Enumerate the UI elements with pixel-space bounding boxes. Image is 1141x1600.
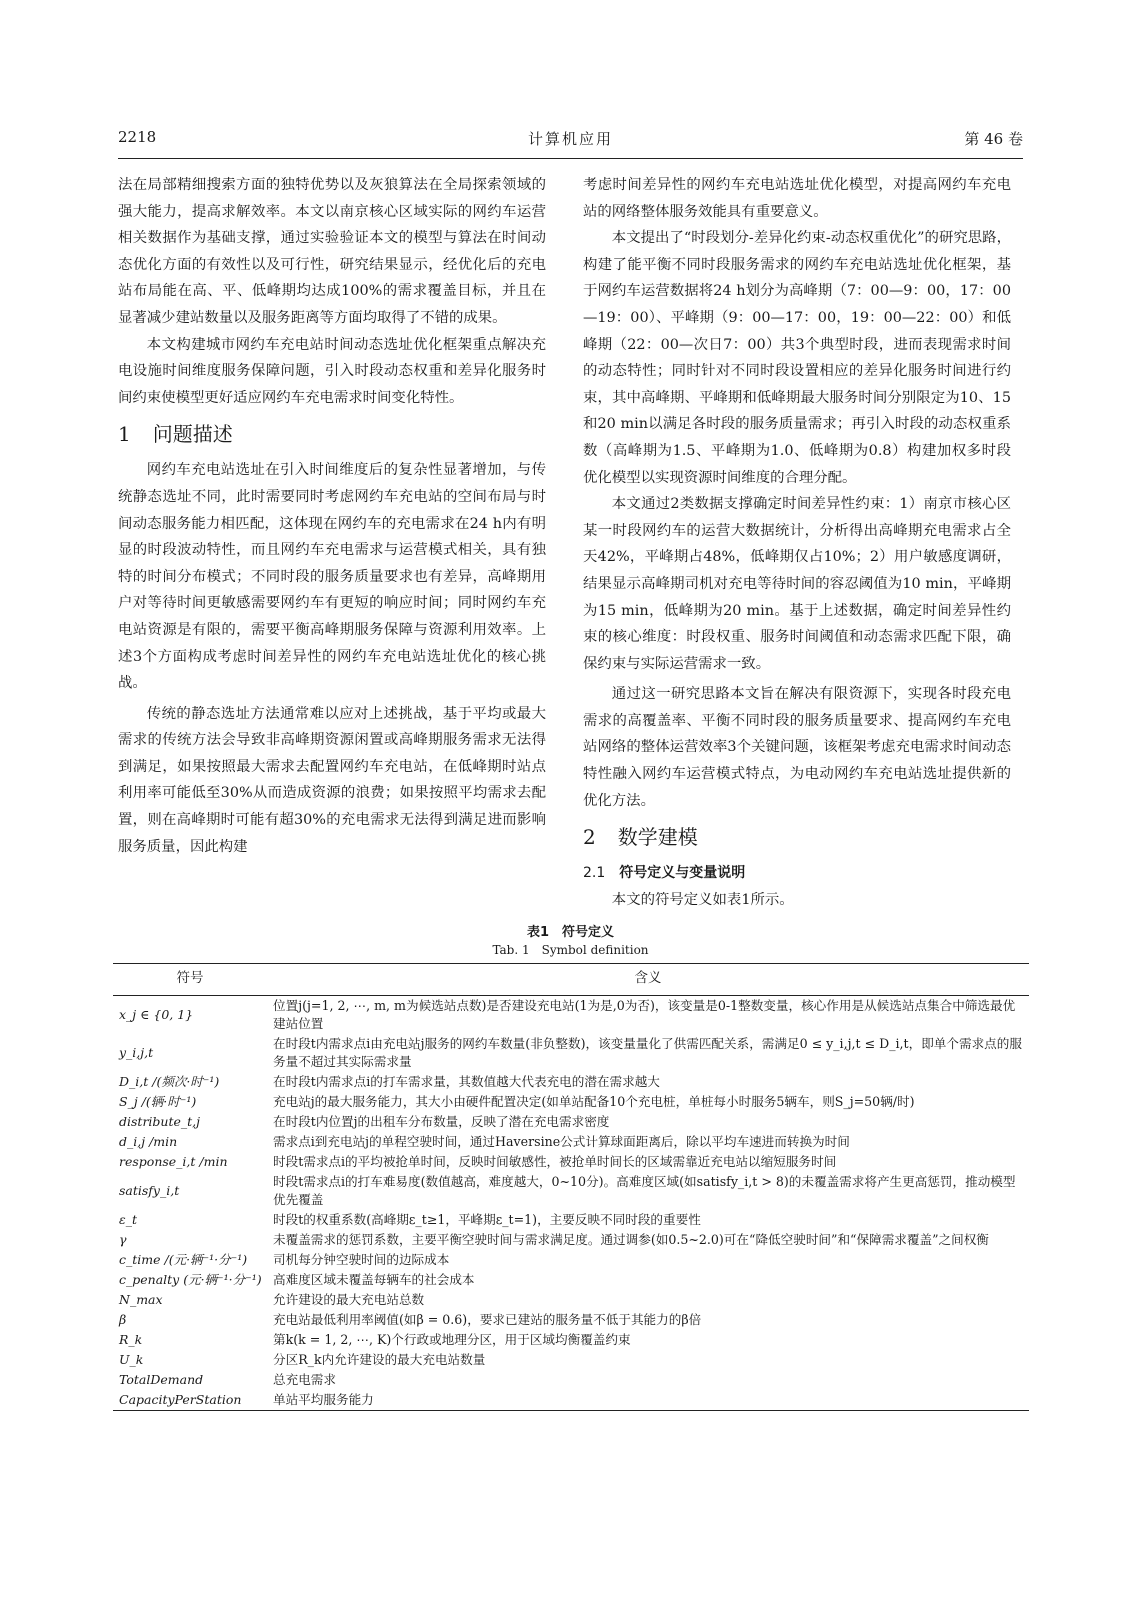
table-header-row <box>113 964 1029 996</box>
paragraph: 考虑时间差异性的网约车充电站选址优化模型，对提高网约车充电站的网络整体服务效能具有重要意义。 <box>583 177 1011 220</box>
meaning-cell: 在时段t内需求点i的打车需求量，其数值越大代表充电的潜在需求越大 <box>273 1074 660 1089</box>
meaning-cell: 时段t需求点i的打车难易度(数值越高，难度越大，0~10分)。高难度区域(如satisfy_i,t > 8)的未覆盖需求将产生更高惩罚，推动模型优先覆盖 <box>273 1174 1016 1207</box>
paragraph: 本文的符号定义如表1所示。 <box>611 891 794 908</box>
paragraph: 通过这一研究思路本文旨在解决有限资源下，实现各时段充电需求的高覆盖率、平衡不同时段的服务质量要求、提高网约车充电站网络的整体运营效率3个关键问题，该框架考虑充电需求时间动态特性融入网约车运营模式特点，为电动网约车充电站选址提供新的优化方法。 <box>583 686 1011 809</box>
table-row <box>113 1230 1029 1250</box>
table-row <box>113 1270 1029 1290</box>
symbol-cell: N_max <box>119 1292 163 1307</box>
meaning-cell: 未覆盖需求的惩罚系数，主要平衡空驶时间与需求满足度。通过调参(如0.5~2.0)可在“降低空驶时间”和“保障需求覆盖”之间权衡 <box>273 1232 989 1247</box>
meaning-cell: 总充电需求 <box>273 1372 336 1387</box>
meaning-cell: 分区R_k内允许建设的最大充电站数量 <box>273 1352 486 1367</box>
section-heading-1 <box>118 419 546 449</box>
symbol-cell: satisfy_i,t <box>119 1183 180 1198</box>
symbol-cell: CapacityPerStation <box>113 1390 267 1411</box>
table-row <box>113 1310 1029 1330</box>
subsection-title: 符号定义与变量说明 <box>619 865 746 882</box>
section-number: 1 <box>118 422 131 447</box>
paragraph: 本文通过2类数据支撑确定时间差异性约束：1）南京市核心区某一时段网约车的运营大数据统计，分析得出高峰期充电需求占全天42%，平峰期占48%，低峰期仅占10%；2）用户敏感度调研，结果显示高峰期司机对充电等待时间的容忍阈值为10 min，平峰期为15 min，低峰期为20 min。基于上述数据，确定时间差异性约束的核心维度：时段权重、服务时间阈值和动态需求匹配下限，确保约束与实际运营需求一致。 <box>583 496 1011 672</box>
table-row <box>113 1370 1029 1390</box>
section-title: 数学建模 <box>617 825 698 850</box>
table-row <box>113 1092 1029 1112</box>
subsection-heading <box>583 860 1011 887</box>
symbol-cell: U_k <box>119 1352 144 1367</box>
paragraph: 法在局部精细搜索方面的独特优势以及灰狼算法在全局探索领域的强大能力，提高求解效率。本文以南京核心区域实际的网约车运营相关数据作为基础支撑，通过实验验证本文的模型与算法在时间动态优化方面的有效性以及可行性，研究结果显示，经优化后的充电站布局能在高、平、低峰期均达成100%的需求覆盖目标，并且在显著减少建站数量以及服务距离等方面均取得了不错的成果。 <box>118 177 546 326</box>
symbol-cell: γ <box>119 1232 127 1247</box>
symbol-cell: D_i,t /(频次·时⁻¹) <box>119 1074 220 1089</box>
meaning-cell: 司机每分钟空驶时间的边际成本 <box>273 1252 450 1267</box>
meaning-cell: 位置j(j=1, 2, ⋯, m, m为候选站点数)是否建设充电站(1为是,0为否)，该变量是0-1整数变量，核心作用是从候选站点集合中筛选最优建站位置 <box>273 998 1016 1031</box>
section-number: 2 <box>583 825 596 850</box>
journal-name: 计算机应用 <box>527 130 613 148</box>
volume-label: 第 46 卷 <box>964 130 1023 148</box>
column-header-symbol: 符号 <box>113 964 267 996</box>
table-row <box>113 1210 1029 1230</box>
meaning-cell: 充电站最低利用率阈值(如β = 0.6)，要求已建站的服务量不低于其能力的β倍 <box>273 1312 702 1327</box>
symbol-cell: x_j ∈ {0, 1} <box>119 1007 194 1022</box>
symbol-cell: d_i,j /min <box>119 1134 178 1149</box>
left-column <box>118 172 546 860</box>
symbol-cell: c_penalty (元·辆⁻¹·分⁻¹) <box>119 1272 262 1287</box>
table-row <box>113 1350 1029 1370</box>
symbol-cell: R_k <box>119 1332 143 1347</box>
meaning-cell: 时段t需求点i的平均被抢单时间，反映时间敏感性，被抢单时间长的区域需靠近充电站以缩短服务时间 <box>273 1154 837 1169</box>
symbol-cell: S_j /(辆·时⁻¹) <box>119 1094 197 1109</box>
meaning-cell: 需求点i到充电站j的单程空驶时间，通过Haversine公式计算球面距离后，除以平均车速进而转换为时间 <box>273 1134 850 1149</box>
meaning-cell: 时段t的权重系数(高峰期ε_t≥1，平峰期ε_t=1)，主要反映不同时段的重要性 <box>273 1212 701 1227</box>
meaning-cell: 第k(k = 1, 2, ⋯, K)个行政或地理分区，用于区域均衡覆盖约束 <box>273 1332 631 1347</box>
meaning-cell: 单站平均服务能力 <box>267 1390 1029 1411</box>
symbol-cell: distribute_t,j <box>119 1114 201 1129</box>
table-row <box>113 1112 1029 1132</box>
meaning-cell: 高难度区域未覆盖每辆车的社会成本 <box>273 1272 475 1287</box>
table-row <box>113 1290 1029 1310</box>
symbol-cell: c_time /(元·辆⁻¹·分⁻¹) <box>119 1252 248 1267</box>
table-row <box>113 996 1029 1035</box>
symbol-cell: response_i,t /min <box>119 1154 228 1169</box>
table-row <box>113 1172 1029 1210</box>
symbol-cell: y_i,j,t <box>119 1045 154 1060</box>
table-caption-cn: 表1 符号定义 <box>526 925 615 940</box>
subsection-number: 2.1 <box>583 865 606 882</box>
paragraph: 本文提出了“时段划分-差异化约束-动态权重优化”的研究思路，构建了能平衡不同时段服务需求的网约车充电站选址优化框架，基于网约车运营数据将24 h划分为高峰期（7：00—9：00，17：00—19：00）、平峰期（9：00—17：00，19：00—22：00）和低峰期（22：00—次日7：00）共3个典型时段，进而表现需求时间的动态特性；同时针对不同时段设置相应的差异化服务时间进行约束，其中高峰期、平峰期和低峰期最大服务时间分别限定为10、15和20 min以满足各时段的服务质量需求；再引入时段的动态权重系数（高峰期为1.5、平峰期为1.0、低峰期为0.8）构建加权多时段优化模型以实现资源时间维度的合理分配。 <box>583 230 1011 486</box>
paragraph: 传统的静态选址方法通常难以应对上述挑战，基于平均或最大需求的传统方法会导致非高峰期资源闲置或高峰期服务需求无法得到满足，如果按照最大需求去配置网约车充电站，在低峰期时站点利用率可能低至30%从而造成资源的浪费；如果按照平均需求去配置，则在高峰期时可能有超30%的充电需求无法得到满足进而影响服务质量，因此构建 <box>118 705 546 855</box>
meaning-cell: 允许建设的最大充电站总数 <box>273 1292 425 1307</box>
paragraph: 网约车充电站选址在引入时间维度后的复杂性显著增加，与传统静态选址不同，此时需要同时考虑网约车充电站的空间布局与时间动态服务能力相匹配，这体现在网约车的充电需求在24 h内有明显的时段波动特性，而且网约车充电需求与运营模式相关，具有独特的时间分布模式；不同时段的服务质量要求也有差异，高峰期用户对等待时间更敏感需要网约车有更短的响应时间；同时网约车充电站资源是有限的，需要平衡高峰期服务保障与资源利用效率。上述3个方面构成考虑时间差异性的网约车充电站选址优化的核心挑战。 <box>118 462 546 692</box>
symbol-table <box>113 963 1029 1411</box>
table-row <box>113 1250 1029 1270</box>
table-caption-en: Tab. 1 Symbol definition <box>492 943 649 957</box>
paragraph: 本文构建城市网约车充电站时间动态选址优化框架重点解决充电设施时间维度服务保障问题，引入时段动态权重和差异化服务时间约束使模型更好适应网约车充电需求时间变化特性。 <box>118 336 546 406</box>
meaning-cell: 在时段t内位置j的出租车分布数量，反映了潜在充电需求密度 <box>273 1114 610 1129</box>
table-row <box>113 1152 1029 1172</box>
meaning-cell: 充电站j的最大服务能力，其大小由硬件配置决定(如单站配备10个充电桩，单桩每小时服务5辆车，则S_j=50辆/时) <box>273 1094 915 1109</box>
table-row <box>113 1034 1029 1072</box>
meaning-cell: 在时段t内需求点i由充电站j服务的网约车数量(非负整数)，该变量量化了供需匹配关系，需满足0 ≤ y_i,j,t ≤ D_i,t，即单个需求点的服务量不超过其实际需求量 <box>273 1036 1022 1069</box>
table-row <box>113 1132 1029 1152</box>
page-number: 2218 <box>118 128 157 146</box>
column-header-meaning: 含义 <box>267 964 1029 996</box>
table-row <box>113 1390 1029 1411</box>
symbol-cell: β <box>119 1312 127 1327</box>
section-title: 问题描述 <box>152 422 233 447</box>
right-column <box>583 172 1011 913</box>
table-row <box>113 1330 1029 1350</box>
symbol-cell: TotalDemand <box>119 1372 204 1387</box>
symbol-cell: ε_t <box>119 1212 137 1227</box>
table-row <box>113 1072 1029 1092</box>
header-rule <box>118 158 1023 159</box>
section-heading-2 <box>583 822 1011 852</box>
